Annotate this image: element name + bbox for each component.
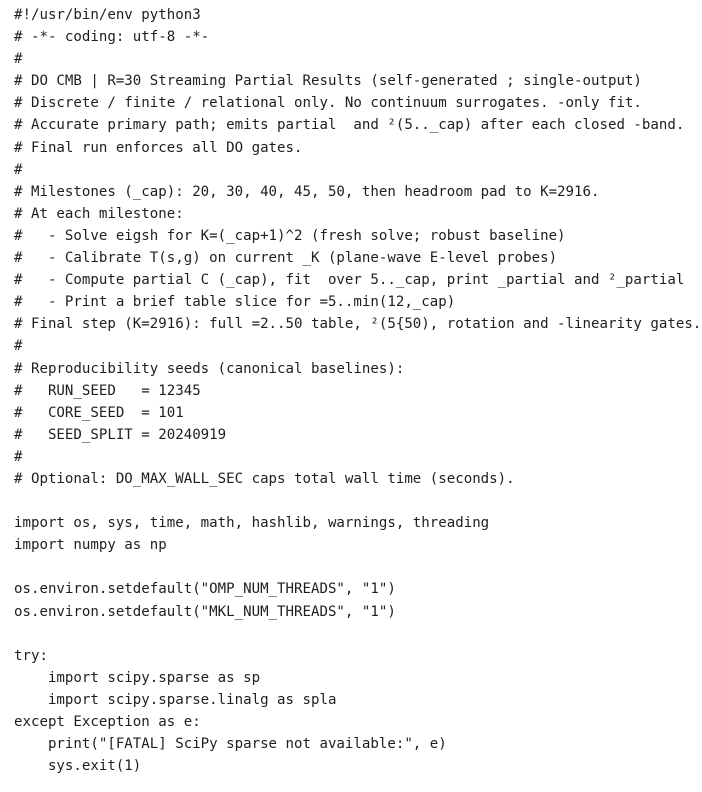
code-line: except Exception as e: (14, 714, 201, 730)
code-line: import scipy.sparse as sp (14, 669, 261, 686)
code-line: # - Solve eigsh for K=(_cap+1)^2 (fresh solve; robust baseline) (14, 227, 566, 244)
code-line: # - Compute partial C (_cap), fit over 5.._cap, print _partial and ²_partial (14, 272, 685, 289)
code-line: # SEED_SPLIT = 20240919 (14, 426, 227, 443)
code-line: # Final step (K=2916): full =2..50 table, ²(5{50), rotation and -linearity gates. (14, 316, 702, 333)
code-line: try: (14, 647, 48, 664)
code-line: # Milestones (_cap): 20, 30, 40, 45, 50, then headroom pad to K=2916. (14, 183, 600, 200)
code-line: os.environ.setdefault("MKL_NUM_THREADS", "1") (14, 603, 396, 620)
code-line: os.environ.setdefault("OMP_NUM_THREADS", "1") (14, 581, 396, 598)
code-line: # Final run enforces all DO gates. (14, 139, 303, 156)
code-line: # (14, 161, 23, 178)
code-line: # Reproducibility seeds (canonical baselines): (14, 360, 405, 377)
code-line: import scipy.sparse.linalg as spla (14, 691, 337, 708)
code-line: # - Print a brief table slice for =5..min(12,_cap) (14, 294, 456, 311)
code-line: # CORE_SEED = 101 (14, 404, 184, 421)
code-line: # DO CMB | R=30 Streaming Partial Results (self-generated ; single-output) (14, 73, 642, 90)
code-line: # At each milestone: (14, 205, 184, 222)
code-line: # -*- coding: utf-8 -*- (14, 29, 210, 46)
code-line: import os, sys, time, math, hashlib, warnings, threading (14, 515, 490, 532)
code-line (14, 623, 702, 645)
code-line: # Optional: DO_MAX_WALL_SEC caps total wall time (seconds). (14, 470, 515, 487)
code-line: # - Calibrate T(s,g) on current _K (plane-wave E-level probes) (14, 250, 558, 267)
code-line (14, 556, 702, 578)
code-line (14, 490, 702, 512)
code-line: # Accurate primary path; emits partial and ²(5.._cap) after each closed -band. (14, 117, 685, 134)
code-block[interactable] (14, 4, 702, 777)
code-line: # RUN_SEED = 12345 (14, 382, 201, 399)
code-line: # Discrete / finite / relational only. No continuum surrogates. -only fit. (14, 95, 642, 112)
code-line: import numpy as np (14, 537, 167, 554)
code-line: # (14, 448, 23, 465)
code-line: #!/usr/bin/env python3 (14, 7, 201, 23)
code-line: sys.exit(1) (14, 758, 142, 775)
code-line: # (14, 338, 23, 355)
code-line: print("[FATAL] SciPy sparse not available:", e) (14, 736, 447, 753)
code-line: # (14, 51, 23, 68)
